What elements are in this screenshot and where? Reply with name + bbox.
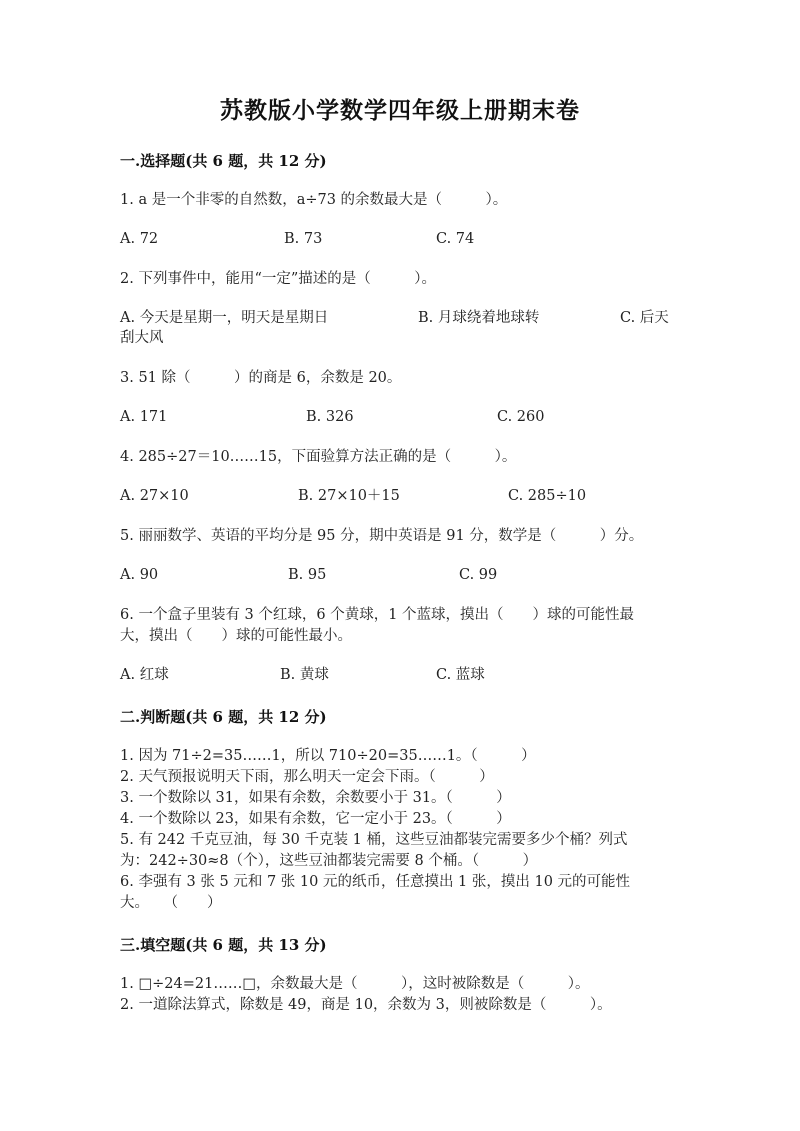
question-stem: 3. 51 除（ ）的商是 6，余数是 20。 <box>120 370 402 386</box>
option-a: A. 171 <box>120 409 168 425</box>
option-b: B. 27×10＋15 <box>298 488 400 504</box>
option-c: C. 后天 <box>620 310 669 326</box>
question-stem: 5. 丽丽数学、英语的平均分是 95 分，期中英语是 91 分，数学是（ ）分。 <box>120 528 644 544</box>
option-c: C. 99 <box>459 567 498 583</box>
option-a: A. 今天是星期一，明天是星期日 <box>120 310 329 326</box>
option-c: C. 260 <box>497 409 545 425</box>
judgement-line: 4. 一个数除以 23，如果有余数，它一定小于 23。（ ） <box>120 811 511 827</box>
option-a: A. 27×10 <box>120 488 189 504</box>
judgement-line: 3. 一个数除以 31，如果有余数，余数要小于 31。（ ） <box>120 790 511 806</box>
option-b: B. 95 <box>288 567 327 583</box>
option-b: B. 326 <box>306 409 354 425</box>
page-title: 苏教版小学数学四年级上册期末卷 <box>220 97 580 124</box>
option-c: C. 285÷10 <box>508 488 587 504</box>
section-heading-fill: 三.填空题(共 6 题，共 13 分) <box>120 936 327 954</box>
section-heading-choice: 一.选择题(共 6 题，共 12 分) <box>120 152 327 170</box>
question-stem: 2. 下列事件中，能用“一定”描述的是（ ）。 <box>120 271 437 287</box>
option-c: C. 74 <box>436 231 475 247</box>
judgement-line: 1. 因为 71÷2=35……1，所以 710÷20=35……1。（ ） <box>120 748 536 764</box>
option-c: C. 蓝球 <box>436 667 485 683</box>
fill-line: 1. □÷24=21……□，余数最大是（ ），这时被除数是（ ）。 <box>120 976 590 992</box>
section-heading-judgement: 二.判断题(共 6 题，共 12 分) <box>120 708 327 726</box>
question-stem: 1. a 是一个非零的自然数，a÷73 的余数最大是（ ）。 <box>120 192 508 208</box>
judgement-line: 5. 有 242 千克豆油，每 30 千克装 1 桶，这些豆油都装完需要多少个桶？列式 <box>120 832 628 848</box>
judgement-line: 为：242÷30≈8（个），这些豆油都装完需要 8 个桶。（ ） <box>120 853 538 869</box>
option-continuation: 刮大风 <box>120 330 164 346</box>
option-b: B. 月球绕着地球转 <box>418 310 540 326</box>
fill-line: 2. 一道除法算式，除数是 49，商是 10，余数为 3，则被除数是（ ）。 <box>120 997 612 1013</box>
question-stem-continuation: 大，摸出（ ）球的可能性最小。 <box>120 628 352 644</box>
judgement-line: 2. 天气预报说明天下雨，那么明天一定会下雨。（ ） <box>120 769 494 785</box>
question-stem: 6. 一个盒子里装有 3 个红球，6 个黄球，1 个蓝球，摸出（ ）球的可能性最 <box>120 607 635 623</box>
option-a: A. 90 <box>120 567 159 583</box>
option-a: A. 红球 <box>120 667 169 683</box>
question-stem: 4. 285÷27＝10……15，下面验算方法正确的是（ ）。 <box>120 449 517 465</box>
judgement-line: 大。 （ ） <box>120 895 222 911</box>
option-a: A. 72 <box>120 231 159 247</box>
judgement-line: 6. 李强有 3 张 5 元和 7 张 10 元的纸币，任意摸出 1 张，摸出 10 元的可能性 <box>120 874 631 890</box>
option-b: B. 黄球 <box>280 667 329 683</box>
option-b: B. 73 <box>284 231 323 247</box>
